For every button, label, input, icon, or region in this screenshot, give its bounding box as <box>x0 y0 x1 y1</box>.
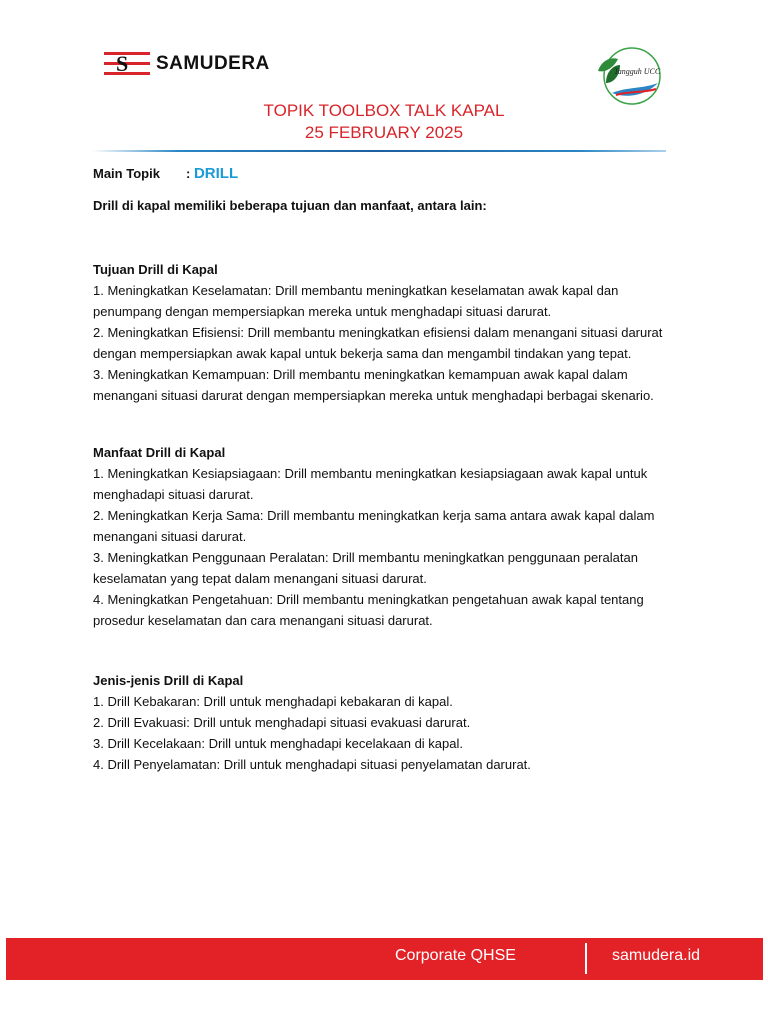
footer-department: Corporate QHSE <box>395 947 516 964</box>
list-item: 2. Meningkatkan Kerja Sama: Drill membantu meningkatkan kerja sama antara awak kapal dalam menangani situasi darurat. <box>93 508 655 544</box>
list-item: 1. Meningkatkan Keselamatan: Drill membantu meningkatkan keselamatan awak kapal dan penumpang dengan mempersiapkan mereka untuk menghadapi situasi darurat. <box>93 283 619 319</box>
section-jenis <box>93 670 683 775</box>
list-item: 1. Meningkatkan Kesiapsiagaan: Drill membantu meningkatkan kesiapsiagaan awak kapal untuk menghadapi situasi darurat. <box>93 466 648 502</box>
list-item: 3. Drill Kecelakaan: Drill untuk menghadapi kecelakaan di kapal. <box>93 736 463 751</box>
main-topic-label: Main Topik <box>93 166 160 181</box>
list-item: 4. Drill Penyelamatan: Drill untuk menghadapi situasi penyelamatan darurat. <box>93 757 531 772</box>
samudera-logo-mark <box>104 50 150 77</box>
page-date: 25 FEBRUARY 2025 <box>304 123 464 142</box>
page-title: TOPIK TOOLBOX TALK KAPAL <box>263 101 505 120</box>
main-topic-colon: : <box>186 166 191 181</box>
logo-letter: S <box>116 51 129 76</box>
brand-name: SAMUDERA <box>156 52 270 74</box>
section-heading: Jenis-jenis Drill di Kapal <box>93 673 244 688</box>
tangguh-ucc-badge <box>592 43 668 107</box>
footer-bar <box>6 938 763 980</box>
main-topic-value: DRILL <box>193 165 239 182</box>
list-item: 2. Meningkatkan Efisiensi: Drill membantu meningkatkan efisiensi dalam menangani situasi darurat dengan mempersiapkan awak kapal untuk bekerja sama dan mengambil tindakan yang tepat. <box>93 325 663 361</box>
list-item: 4. Meningkatkan Pengetahuan: Drill membantu meningkatkan pengetahuan awak kapal tentang prosedur keselamatan dan cara menangani situasi darurat. <box>93 592 644 628</box>
list-item: 1. Drill Kebakaran: Drill untuk menghadapi kebakaran di kapal. <box>93 694 453 709</box>
section-heading: Tujuan Drill di Kapal <box>93 262 218 277</box>
samudera-logo <box>104 50 270 77</box>
main-topic <box>93 165 238 182</box>
document-body <box>93 259 683 775</box>
list-item: 2. Drill Evakuasi: Drill untuk menghadapi situasi evakuasi darurat. <box>93 715 471 730</box>
section-heading: Manfaat Drill di Kapal <box>93 445 226 460</box>
list-item: 3. Meningkatkan Penggunaan Peralatan: Drill membantu meningkatkan penggunaan peralatan keselamatan yang tepat dalam menangani situasi darurat. <box>93 550 638 586</box>
header-divider <box>92 150 666 152</box>
section-manfaat <box>93 442 683 631</box>
footer-separator <box>585 943 587 974</box>
footer-website-link[interactable]: samudera.id <box>612 947 701 964</box>
badge-label: Tangguh UCC <box>614 67 661 76</box>
list-item: 3. Meningkatkan Kemampuan: Drill membantu meningkatkan kemampuan awak kapal dalam menangani situasi darurat dengan mempersiapkan mereka untuk menghadapi berbagai skenario. <box>93 367 654 403</box>
section-tujuan <box>93 259 683 406</box>
intro-text: Drill di kapal memiliki beberapa tujuan dan manfaat, antara lain: <box>93 198 487 213</box>
